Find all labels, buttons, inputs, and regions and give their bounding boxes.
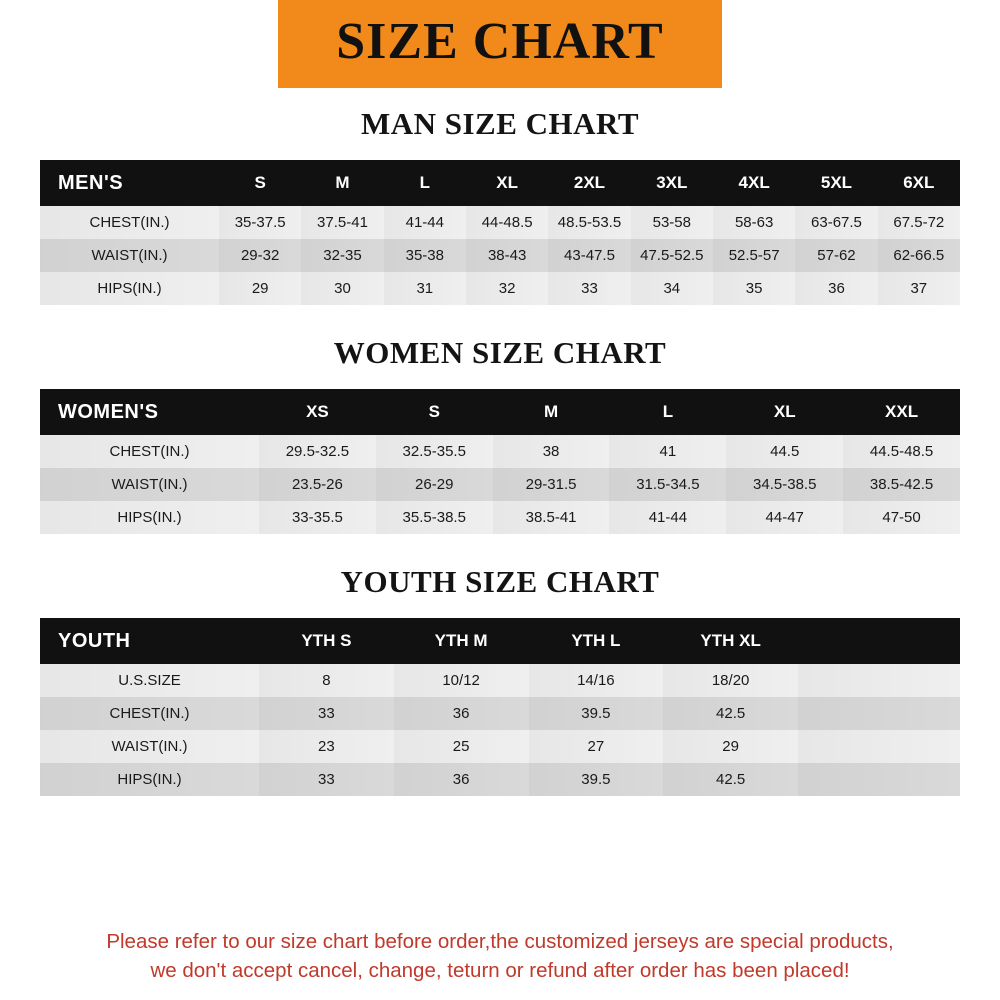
cell: 31.5-34.5 bbox=[609, 468, 726, 501]
table-header-row bbox=[40, 160, 960, 206]
cell: 35-37.5 bbox=[219, 206, 301, 239]
cell: 32-35 bbox=[301, 239, 383, 272]
cell: 58-63 bbox=[713, 206, 795, 239]
cell: 35.5-38.5 bbox=[376, 501, 493, 534]
row-label-chest: CHEST(IN.) bbox=[40, 435, 259, 468]
header-cell-s: S bbox=[428, 402, 440, 421]
cell: 41-44 bbox=[384, 206, 466, 239]
cell: 37.5-41 bbox=[301, 206, 383, 239]
footer-note-line-2: we don't accept cancel, change, teturn or refund after order has been placed! bbox=[150, 959, 850, 983]
cell: 41-44 bbox=[609, 501, 726, 534]
cell: 33 bbox=[259, 763, 394, 796]
cell: 26-29 bbox=[376, 468, 493, 501]
cell: 35-38 bbox=[384, 239, 466, 272]
header-cell-yth-m: YTH M bbox=[434, 631, 488, 650]
cell: 57-62 bbox=[795, 239, 877, 272]
cell: 33 bbox=[548, 272, 630, 305]
cell: 39.5 bbox=[529, 697, 664, 730]
cell: 63-67.5 bbox=[795, 206, 877, 239]
women-size-chart bbox=[40, 389, 960, 534]
cell: 34.5-38.5 bbox=[726, 468, 843, 501]
cell: 27 bbox=[529, 730, 664, 763]
cell: 52.5-57 bbox=[713, 239, 795, 272]
cell: 38-43 bbox=[466, 239, 548, 272]
cell: 62-66.5 bbox=[878, 239, 960, 272]
cell: 23.5-26 bbox=[259, 468, 376, 501]
row-label-hips: HIPS(IN.) bbox=[40, 763, 259, 796]
table-row bbox=[40, 435, 960, 468]
table-row bbox=[40, 239, 960, 272]
page-title: SIZE CHART bbox=[336, 13, 664, 70]
header-cell-label: YOUTH bbox=[58, 629, 131, 652]
footer-note bbox=[0, 927, 1000, 986]
table-row bbox=[40, 501, 960, 534]
cell: 38.5-42.5 bbox=[843, 468, 960, 501]
cell: 18/20 bbox=[663, 664, 798, 697]
row-label-waist: WAIST(IN.) bbox=[40, 239, 219, 272]
cell: 38 bbox=[493, 435, 610, 468]
row-label-chest: CHEST(IN.) bbox=[40, 206, 219, 239]
cell: 29-32 bbox=[219, 239, 301, 272]
cell: 34 bbox=[631, 272, 713, 305]
header-cell-yth-s: YTH S bbox=[301, 631, 352, 650]
cell: 37 bbox=[878, 272, 960, 305]
cell: 29 bbox=[663, 730, 798, 763]
table-header-row bbox=[40, 618, 960, 664]
women-section-heading: WOMEN SIZE CHART bbox=[333, 335, 667, 370]
table-row bbox=[40, 664, 960, 697]
header-cell-spacer bbox=[798, 618, 960, 664]
youth-section bbox=[0, 564, 1000, 796]
cell: 8 bbox=[259, 664, 394, 697]
cell: 47-50 bbox=[843, 501, 960, 534]
header-cell-4xl: 4XL bbox=[738, 173, 770, 192]
header-cell-2xl: 2XL bbox=[573, 173, 606, 192]
header-cell-l: L bbox=[662, 402, 674, 421]
header-cell-3xl: 3XL bbox=[656, 173, 688, 192]
header-cell-label: WOMEN'S bbox=[58, 400, 159, 423]
cell: 38.5-41 bbox=[493, 501, 610, 534]
youth-size-chart bbox=[40, 618, 960, 796]
table-row bbox=[40, 697, 960, 730]
header-cell-5xl: 5XL bbox=[820, 173, 853, 192]
row-label-waist: WAIST(IN.) bbox=[40, 730, 259, 763]
cell-spacer bbox=[798, 664, 960, 697]
table-row bbox=[40, 468, 960, 501]
cell: 48.5-53.5 bbox=[548, 206, 630, 239]
cell: 33-35.5 bbox=[259, 501, 376, 534]
cell: 23 bbox=[259, 730, 394, 763]
cell: 36 bbox=[795, 272, 877, 305]
cell: 44-47 bbox=[726, 501, 843, 534]
row-label-us-size: U.S.SIZE bbox=[40, 664, 259, 697]
cell-spacer bbox=[798, 763, 960, 796]
header-cell-xl: XL bbox=[773, 402, 796, 421]
cell-spacer bbox=[798, 697, 960, 730]
header-cell-xs: XS bbox=[306, 402, 329, 421]
cell: 44-48.5 bbox=[466, 206, 548, 239]
cell: 35 bbox=[713, 272, 795, 305]
header-cell-yth-xl: YTH XL bbox=[700, 631, 761, 650]
header-cell-yth-l: YTH L bbox=[571, 631, 621, 650]
cell: 43-47.5 bbox=[548, 239, 630, 272]
header-cell-m: M bbox=[543, 402, 559, 421]
table-row bbox=[40, 206, 960, 239]
row-label-hips: HIPS(IN.) bbox=[40, 501, 259, 534]
cell: 42.5 bbox=[663, 697, 798, 730]
cell: 31 bbox=[384, 272, 466, 305]
header-cell-6xl: 6XL bbox=[903, 173, 935, 192]
cell: 29 bbox=[219, 272, 301, 305]
cell: 29-31.5 bbox=[493, 468, 610, 501]
table-header-row bbox=[40, 389, 960, 435]
cell: 44.5 bbox=[726, 435, 843, 468]
cell: 30 bbox=[301, 272, 383, 305]
cell: 14/16 bbox=[529, 664, 664, 697]
table-row bbox=[40, 763, 960, 796]
cell: 33 bbox=[259, 697, 394, 730]
table-row bbox=[40, 730, 960, 763]
cell: 39.5 bbox=[529, 763, 664, 796]
cell-spacer bbox=[798, 730, 960, 763]
cell: 36 bbox=[394, 697, 529, 730]
header-cell-xl: XL bbox=[496, 173, 519, 192]
footer-note-line-1: Please refer to our size chart before order,the customized jerseys are special products, bbox=[106, 929, 894, 953]
row-label-waist: WAIST(IN.) bbox=[40, 468, 259, 501]
man-size-chart bbox=[40, 160, 960, 305]
row-label-chest: CHEST(IN.) bbox=[40, 697, 259, 730]
man-section bbox=[0, 106, 1000, 305]
header-cell-s: S bbox=[254, 173, 266, 192]
cell: 25 bbox=[394, 730, 529, 763]
cell: 10/12 bbox=[394, 664, 529, 697]
cell: 32 bbox=[466, 272, 548, 305]
cell: 32.5-35.5 bbox=[376, 435, 493, 468]
cell: 44.5-48.5 bbox=[843, 435, 960, 468]
cell: 36 bbox=[394, 763, 529, 796]
cell: 41 bbox=[609, 435, 726, 468]
header-cell-m: M bbox=[335, 173, 350, 192]
cell: 53-58 bbox=[631, 206, 713, 239]
header-cell-label: MEN'S bbox=[58, 171, 124, 194]
row-label-hips: HIPS(IN.) bbox=[40, 272, 219, 305]
cell: 67.5-72 bbox=[878, 206, 960, 239]
youth-section-heading: YOUTH SIZE CHART bbox=[340, 564, 660, 599]
header-cell-xxl: XXL bbox=[885, 402, 919, 421]
women-section bbox=[0, 335, 1000, 534]
header-banner bbox=[0, 0, 1000, 88]
table-row bbox=[40, 272, 960, 305]
cell: 42.5 bbox=[663, 763, 798, 796]
cell: 47.5-52.5 bbox=[631, 239, 713, 272]
man-section-heading: MAN SIZE CHART bbox=[360, 106, 640, 141]
header-cell-l: L bbox=[419, 173, 431, 192]
cell: 29.5-32.5 bbox=[259, 435, 376, 468]
